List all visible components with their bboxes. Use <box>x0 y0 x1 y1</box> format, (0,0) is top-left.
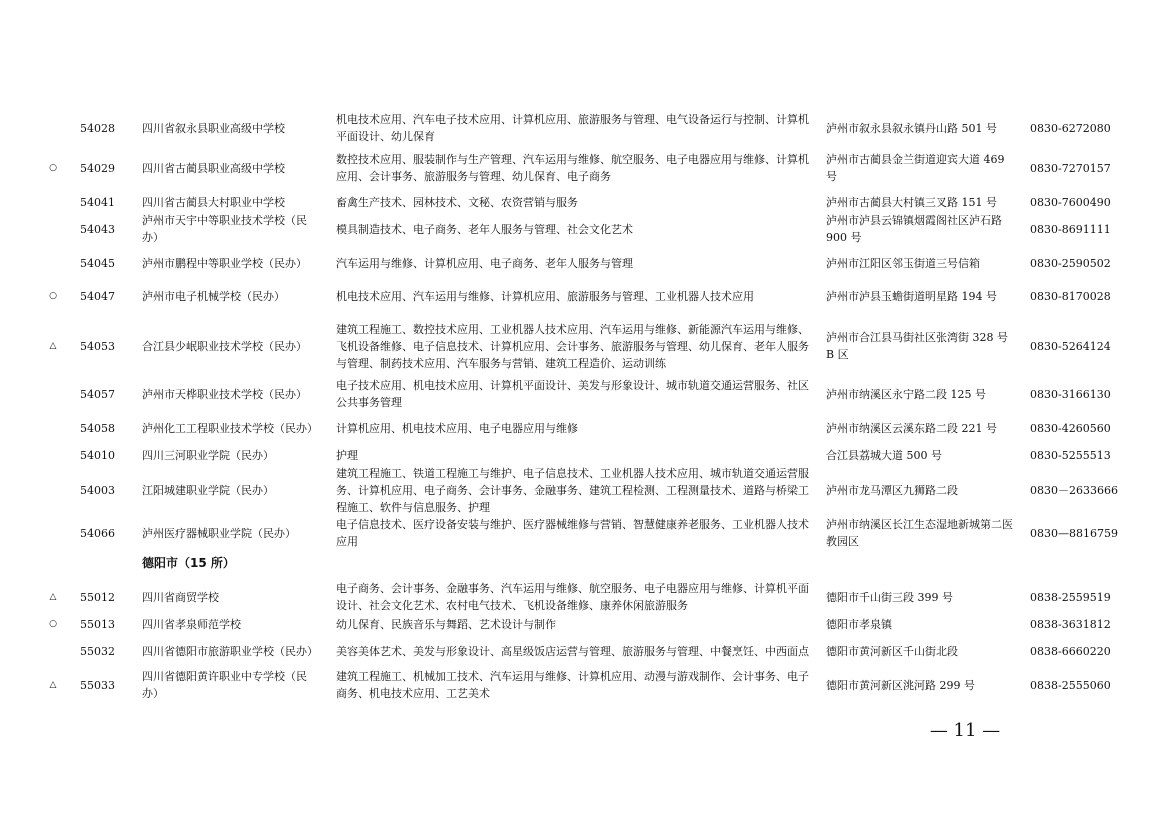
school-majors: 畜禽生产技术、园林技术、文秘、农资营销与服务 <box>336 195 578 209</box>
school-mark: △ <box>49 679 57 690</box>
school-address: 泸州市古蔺县大村镇三叉路 151 号 <box>826 195 997 209</box>
table-row <box>0 286 1169 306</box>
school-mark: ○ <box>49 618 57 629</box>
school-majors: 电子商务、会计事务、金融事务、汽车运用与维修、航空服务、电子电器应用与维修、计算机平面设计、社会文化艺术、农村电气技术、飞机设备维修、康养休闲旅游服务 <box>336 582 809 612</box>
school-mark: ○ <box>49 290 57 301</box>
school-address: 合江县荔城大道 500 号 <box>826 448 942 462</box>
school-name: 泸州市天宇中等职业技术学校（民办） <box>142 214 307 244</box>
school-phone: 0838-6660220 <box>1030 644 1111 658</box>
school-address: 德阳市黄河新区千山街北段 <box>826 644 958 658</box>
school-majors: 建筑工程施工、机械加工技术、汽车运用与维修、计算机应用、动漫与游戏制作、会计事务、电子商务、机电技术应用、工艺美术 <box>336 670 809 700</box>
table-row <box>0 615 1169 633</box>
school-mark <box>44 411 62 445</box>
school-phone: 0830－2633666 <box>1030 484 1118 497</box>
school-address: 泸州市江阳区邻玉街道三号信箱 <box>826 256 980 270</box>
school-mark <box>44 516 62 550</box>
table-row <box>0 246 1169 280</box>
school-code: 55033 <box>80 678 115 692</box>
school-name: 江阳城建职业学院（民办） <box>142 484 274 497</box>
school-majors: 模具制造技术、电子商务、老年人服务与管理、社会文化艺术 <box>336 222 633 236</box>
school-mark: ○ <box>49 162 57 173</box>
school-phone: 0830-5255513 <box>1030 448 1111 462</box>
school-phone: 0830-8170028 <box>1030 289 1111 303</box>
school-majors: 计算机应用、机电技术应用、电子电器应用与维修 <box>336 421 578 435</box>
school-name: 四川省商贸学校 <box>142 590 219 604</box>
table-row <box>0 312 1169 380</box>
school-name: 四川省孝泉师范学校 <box>142 617 241 631</box>
school-phone: 0830-7600490 <box>1030 195 1111 209</box>
school-code: 54047 <box>80 289 115 303</box>
table-row <box>0 111 1169 145</box>
school-phone: 0830-5264124 <box>1030 339 1111 353</box>
school-code: 54003 <box>80 484 115 497</box>
school-phone: 0838-3631812 <box>1030 617 1111 631</box>
school-code: 54053 <box>80 339 115 353</box>
school-address: 泸州市纳溪区长江生态湿地新城第二医教园区 <box>826 518 1013 548</box>
school-address: 德阳市黄河新区洮河路 299 号 <box>826 678 975 692</box>
school-code: 54045 <box>80 256 115 270</box>
section-title: 德阳市（15 所） <box>142 556 235 570</box>
school-mark <box>44 446 62 464</box>
school-address: 泸州市泸县玉蟾街道明星路 194 号 <box>826 289 997 303</box>
school-name: 四川省德阳市旅游职业学校（民办） <box>142 644 318 658</box>
school-name: 泸州市电子机械学校（民办） <box>142 289 285 303</box>
table-row <box>0 516 1169 550</box>
school-code: 55012 <box>80 590 115 604</box>
school-address: 泸州市泸县云锦镇烟霞阁社区泸石路 900 号 <box>826 214 1002 244</box>
school-majors: 电子信息技术、医疗设备安装与维护、医疗器械维修与营销、智慧健康养老服务、工业机器人技术应用 <box>336 518 809 548</box>
school-mark <box>44 465 62 516</box>
table-row <box>0 212 1169 246</box>
school-address: 泸州市纳溪区云溪东路二段 221 号 <box>826 421 997 435</box>
school-code: 55032 <box>80 644 115 658</box>
school-mark <box>44 377 62 411</box>
school-mark: △ <box>49 340 57 351</box>
school-phone: 0830-2590502 <box>1030 256 1111 270</box>
school-majors: 建筑工程施工、铁道工程施工与维护、电子信息技术、工业机器人技术应用、城市轨道交通运营服务、计算机应用、电子商务、会计事务、金融事务、建筑工程检测、工程测量技术、道路与桥梁工程施工、软件与信息服务、护理 <box>336 467 809 514</box>
table-row <box>0 151 1169 185</box>
school-name: 合江县少岷职业技术学校（民办） <box>142 339 307 353</box>
school-address: 泸州市古蔺县金兰街道迎宾大道 469 号 <box>826 153 1005 183</box>
school-phone: 0830-4260560 <box>1030 421 1111 435</box>
school-phone: 0838-2555060 <box>1030 678 1111 692</box>
school-majors: 幼儿保育、民族音乐与舞蹈、艺术设计与制作 <box>336 617 556 631</box>
school-name: 泸州化工工程职业技术学校（民办） <box>142 421 318 435</box>
school-phone: 0830-6272080 <box>1030 121 1111 135</box>
school-address: 泸州市龙马潭区九狮路二段 <box>826 484 958 497</box>
school-majors: 电子技术应用、机电技术应用、计算机平面设计、美发与形象设计、城市轨道交通运营服务、社区公共事务管理 <box>336 379 809 409</box>
school-mark <box>44 212 62 246</box>
school-majors: 数控技术应用、服装制作与生产管理、汽车运用与维修、航空服务、电子电器应用与维修、计算机应用、会计事务、旅游服务与管理、幼儿保育、电子商务 <box>336 153 809 183</box>
school-code: 54029 <box>80 161 115 175</box>
school-name: 四川省古蔺县职业高级中学校 <box>142 161 285 175</box>
school-address: 泸州市合江县马街社区张湾街 328 号 B 区 <box>826 331 1008 361</box>
school-mark: △ <box>49 591 57 602</box>
table-row <box>0 668 1169 702</box>
table-row <box>0 446 1169 464</box>
school-mark <box>44 193 62 211</box>
school-majors: 机电技术应用、汽车电子技术应用、计算机应用、旅游服务与管理、电气设备运行与控制、计算机平面设计、幼儿保育 <box>336 113 809 143</box>
page-number: — 11 — <box>929 720 1001 741</box>
school-majors: 机电技术应用、汽车运用与维修、计算机应用、旅游服务与管理、工业机器人技术应用 <box>336 289 754 303</box>
school-address: 泸州市纳溪区永宁路二段 125 号 <box>826 387 986 401</box>
table-row <box>0 465 1169 516</box>
school-address: 泸州市叙永县叙永镇丹山路 501 号 <box>826 121 997 135</box>
table-row <box>0 411 1169 445</box>
school-name: 泸州市鹏程中等职业学校（民办） <box>142 256 307 270</box>
school-majors: 建筑工程施工、数控技术应用、工业机器人技术应用、汽车运用与维修、新能源汽车运用与维修、飞机设备维修、电子信息技术、计算机应用、会计事务、旅游服务与管理、幼儿保育、老年人服务与管理、制药技术应用、汽车服务与营销、建筑工程造价、运动训练 <box>336 322 809 370</box>
school-name: 四川三河职业学院（民办） <box>142 448 274 462</box>
school-code: 55013 <box>80 617 115 631</box>
school-name: 泸州市天桦职业技术学校（民办） <box>142 387 307 401</box>
school-majors: 汽车运用与维修、计算机应用、电子商务、老年人服务与管理 <box>336 256 633 270</box>
school-code: 54058 <box>80 421 115 435</box>
school-majors: 美容美体艺术、美发与形象设计、高星级饭店运营与管理、旅游服务与管理、中餐烹饪、中西面点 <box>336 644 809 658</box>
school-code: 54043 <box>80 222 115 236</box>
school-name: 四川省叙永县职业高级中学校 <box>142 121 285 135</box>
school-code: 54041 <box>80 195 115 209</box>
school-phone: 0830-8691111 <box>1030 222 1111 236</box>
school-mark <box>44 246 62 280</box>
school-mark <box>44 634 62 668</box>
table-row <box>0 193 1169 211</box>
school-mark <box>44 111 62 145</box>
table-row <box>0 580 1169 614</box>
school-name: 泸州医疗器械职业学院（民办） <box>142 526 296 540</box>
school-address: 德阳市孝泉镇 <box>826 617 892 631</box>
school-code: 54066 <box>80 526 115 540</box>
school-name: 四川省古蔺县大村职业中学校 <box>142 195 285 209</box>
school-code: 54057 <box>80 387 115 401</box>
school-phone: 0830-7270157 <box>1030 161 1111 175</box>
table-row <box>0 634 1169 668</box>
school-code: 54028 <box>80 121 115 135</box>
school-name: 四川省德阳黄许职业中专学校（民办） <box>142 670 307 700</box>
school-phone: 0838-2559519 <box>1030 590 1111 604</box>
school-majors: 护理 <box>336 448 358 462</box>
school-address: 德阳市千山街三段 399 号 <box>826 590 953 604</box>
school-phone: 0830-3166130 <box>1030 387 1111 401</box>
school-code: 54010 <box>80 448 115 462</box>
table-row <box>0 377 1169 411</box>
school-phone: 0830—8816759 <box>1030 526 1118 540</box>
